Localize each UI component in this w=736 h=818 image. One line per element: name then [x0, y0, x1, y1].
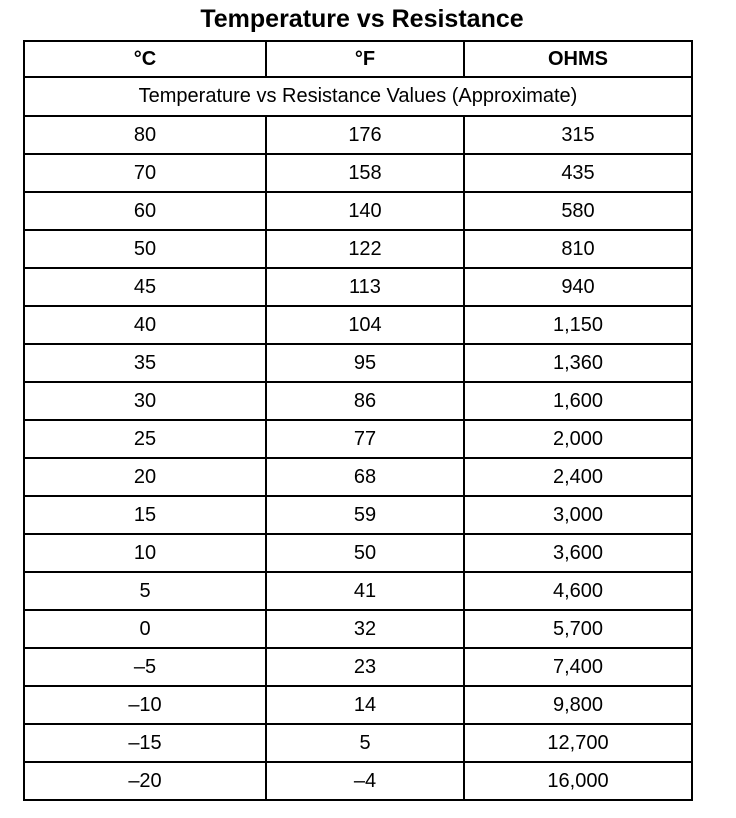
cell-ohms: 810 — [561, 237, 595, 260]
header-ohms: OHMS — [548, 47, 608, 70]
table-subheader-row — [25, 78, 691, 117]
cell-ohms: 3,600 — [552, 541, 604, 564]
cell-celsius: 35 — [25, 345, 267, 381]
table-row — [25, 649, 691, 687]
cell-celsius: –20 — [25, 763, 267, 799]
cell-celsius: 50 — [25, 231, 267, 267]
header-celsius: °C — [25, 42, 267, 76]
page-title: Temperature vs Resistance — [200, 5, 524, 33]
cell-fahrenheit: 59 — [267, 497, 465, 533]
cell-celsius: 5 — [25, 573, 267, 609]
cell-ohms: 3,000 — [552, 503, 604, 526]
cell-ohms: 2,000 — [552, 427, 604, 450]
cell-ohms: 7,400 — [552, 655, 604, 678]
cell-celsius: 70 — [25, 155, 267, 191]
cell-fahrenheit: 77 — [267, 421, 465, 457]
table-row — [25, 573, 691, 611]
table-row — [25, 307, 691, 345]
table-row — [25, 345, 691, 383]
table-row — [25, 611, 691, 649]
cell-celsius: –10 — [25, 687, 267, 723]
table-row — [25, 687, 691, 725]
cell-fahrenheit: 5 — [267, 725, 465, 761]
cell-ohms: 580 — [561, 199, 595, 222]
table-row — [25, 193, 691, 231]
cell-celsius: 25 — [25, 421, 267, 457]
cell-fahrenheit: 68 — [267, 459, 465, 495]
table-row — [25, 117, 691, 155]
cell-ohms: 315 — [561, 123, 595, 146]
cell-celsius: 30 — [25, 383, 267, 419]
cell-ohms: 12,700 — [547, 731, 609, 754]
cell-fahrenheit: 86 — [267, 383, 465, 419]
table-row — [25, 269, 691, 307]
table-row — [25, 421, 691, 459]
cell-celsius: 15 — [25, 497, 267, 533]
cell-ohms: 2,400 — [552, 465, 604, 488]
cell-fahrenheit: 158 — [267, 155, 465, 191]
cell-celsius: 40 — [25, 307, 267, 343]
header-fahrenheit: °F — [267, 42, 465, 76]
cell-fahrenheit: –4 — [267, 763, 465, 799]
cell-fahrenheit: 113 — [267, 269, 465, 305]
cell-celsius: –5 — [25, 649, 267, 685]
table-row — [25, 535, 691, 573]
cell-ohms: 1,360 — [552, 351, 604, 374]
cell-ohms: 5,700 — [552, 617, 604, 640]
cell-celsius: 20 — [25, 459, 267, 495]
cell-celsius: 45 — [25, 269, 267, 305]
table-row — [25, 763, 691, 799]
temperature-resistance-table — [23, 40, 693, 801]
cell-fahrenheit: 23 — [267, 649, 465, 685]
cell-celsius: 0 — [25, 611, 267, 647]
cell-fahrenheit: 104 — [267, 307, 465, 343]
table-row — [25, 497, 691, 535]
cell-celsius: –15 — [25, 725, 267, 761]
cell-fahrenheit: 41 — [267, 573, 465, 609]
cell-ohms: 1,600 — [552, 389, 604, 412]
table-row — [25, 155, 691, 193]
cell-fahrenheit: 32 — [267, 611, 465, 647]
cell-fahrenheit: 14 — [267, 687, 465, 723]
table-row — [25, 725, 691, 763]
cell-ohms: 1,150 — [552, 313, 604, 336]
cell-ohms: 16,000 — [547, 769, 609, 792]
cell-ohms: 4,600 — [552, 579, 604, 602]
cell-fahrenheit: 50 — [267, 535, 465, 571]
cell-ohms: 435 — [561, 161, 595, 184]
table-row — [25, 459, 691, 497]
table-row — [25, 231, 691, 269]
table-header-row — [25, 42, 691, 78]
table-subheader: Temperature vs Resistance Values (Approximate) — [138, 85, 578, 107]
cell-celsius: 60 — [25, 193, 267, 229]
cell-fahrenheit: 122 — [267, 231, 465, 267]
table-row — [25, 383, 691, 421]
cell-fahrenheit: 176 — [267, 117, 465, 153]
cell-ohms: 9,800 — [552, 693, 604, 716]
cell-fahrenheit: 140 — [267, 193, 465, 229]
cell-fahrenheit: 95 — [267, 345, 465, 381]
cell-celsius: 80 — [25, 117, 267, 153]
cell-ohms: 940 — [561, 275, 595, 298]
cell-celsius: 10 — [25, 535, 267, 571]
